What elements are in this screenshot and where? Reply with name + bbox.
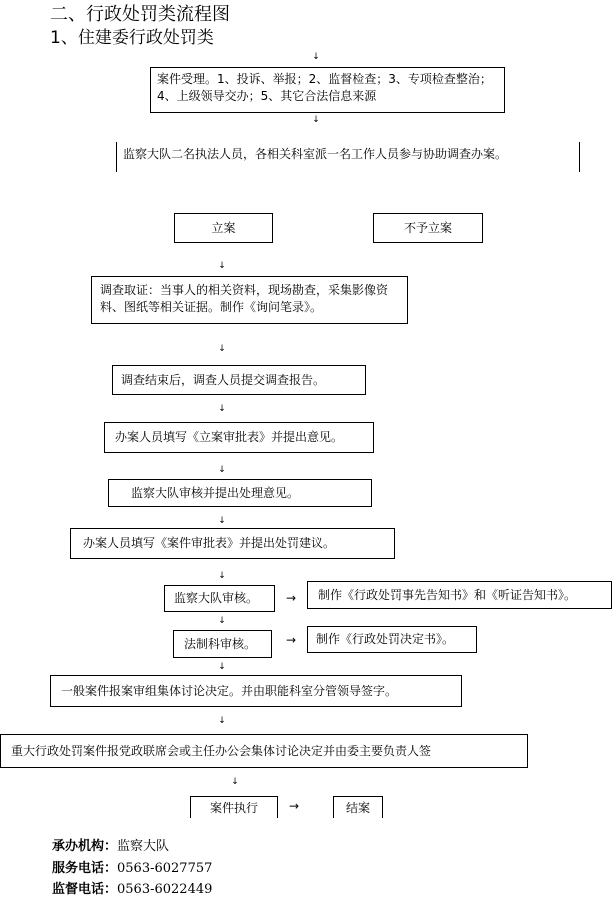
left-bar (116, 142, 117, 172)
down-arrow-icon: ↓ (218, 516, 226, 526)
down-arrow-icon: ↓ (218, 571, 226, 581)
org-value: 监察大队 (117, 839, 170, 854)
right-arrow-icon: → (289, 799, 300, 813)
approval-form-box: 办案人员填写《立案审批表》并提出意见。 (104, 422, 374, 453)
decision-box: 制作《行政处罚决定书》。 (307, 626, 477, 653)
team-review-box: 监察大队审核。 (164, 585, 275, 612)
team-review-opinion-box: 监察大队审核并提出处理意见。 (108, 479, 372, 507)
down-arrow-icon: ↓ (218, 261, 226, 271)
footer-service-phone (52, 860, 212, 878)
section-heading: 二、行政处罚类流程图 (50, 4, 230, 25)
service-phone-value: 0563-6027757 (117, 861, 213, 876)
case-form-box: 办案人员填写《案件审批表》并提出处罚建议。 (70, 528, 395, 559)
down-arrow-icon: ↓ (218, 344, 226, 354)
right-bar (579, 142, 580, 172)
legal-review-box: 法制科审核。 (173, 630, 272, 658)
supervision-phone-value: 0563-6022449 (117, 882, 213, 897)
notice-box: 制作《行政处罚事先告知书》和《听证告知书》。 (307, 581, 612, 609)
investigators-text: 监察大队二名执法人员，各相关科室派一名工作人员参与协助调查办案。 (123, 147, 508, 161)
right-arrow-icon: → (286, 591, 297, 605)
down-arrow-icon: ↓ (312, 115, 320, 125)
closing-box: 结案 (333, 796, 383, 818)
down-arrow-icon: ↓ (218, 662, 226, 672)
general-case-box: 一般案件报案审组集体讨论决定。并由职能科室分管领导签字。 (50, 675, 462, 707)
service-phone-label: 服务电话： (52, 861, 118, 876)
supervision-phone-label: 监督电话： (52, 882, 118, 897)
footer-supervision-phone (52, 881, 212, 899)
subsection-heading: 1、住建委行政处罚类 (50, 28, 214, 48)
no-case-box: 不予立案 (373, 213, 483, 243)
report-box: 调查结束后，调查人员提交调查报告。 (112, 365, 366, 395)
file-case-box: 立案 (174, 213, 273, 243)
execution-box: 案件执行 (190, 796, 278, 818)
down-arrow-icon: ↓ (218, 616, 226, 626)
right-arrow-icon: → (286, 633, 297, 647)
down-arrow-icon: ↓ (231, 777, 239, 787)
down-arrow-icon: ↓ (218, 716, 226, 726)
evidence-box: 调查取证：当事人的相关资料，现场勘查，采集影像资料、图纸等相关证据。制作《询问笔录》。 (91, 276, 408, 324)
down-arrow-icon: ↓ (218, 465, 226, 475)
down-arrow-icon: ↓ (218, 404, 226, 414)
org-label: 承办机构： (52, 839, 118, 854)
footer-org (52, 838, 169, 856)
major-case-box: 重大行政处罚案件报党政联席会或主任办公会集体讨论决定并由委主要负责人签 (0, 734, 528, 768)
case-acceptance-box: 案件受理。1、投诉、举报；2、监督检查；3、专项检查整治；4、上级领导交办；5、其它合法信息来源 (150, 67, 505, 113)
down-arrow-icon: ↓ (312, 52, 320, 62)
